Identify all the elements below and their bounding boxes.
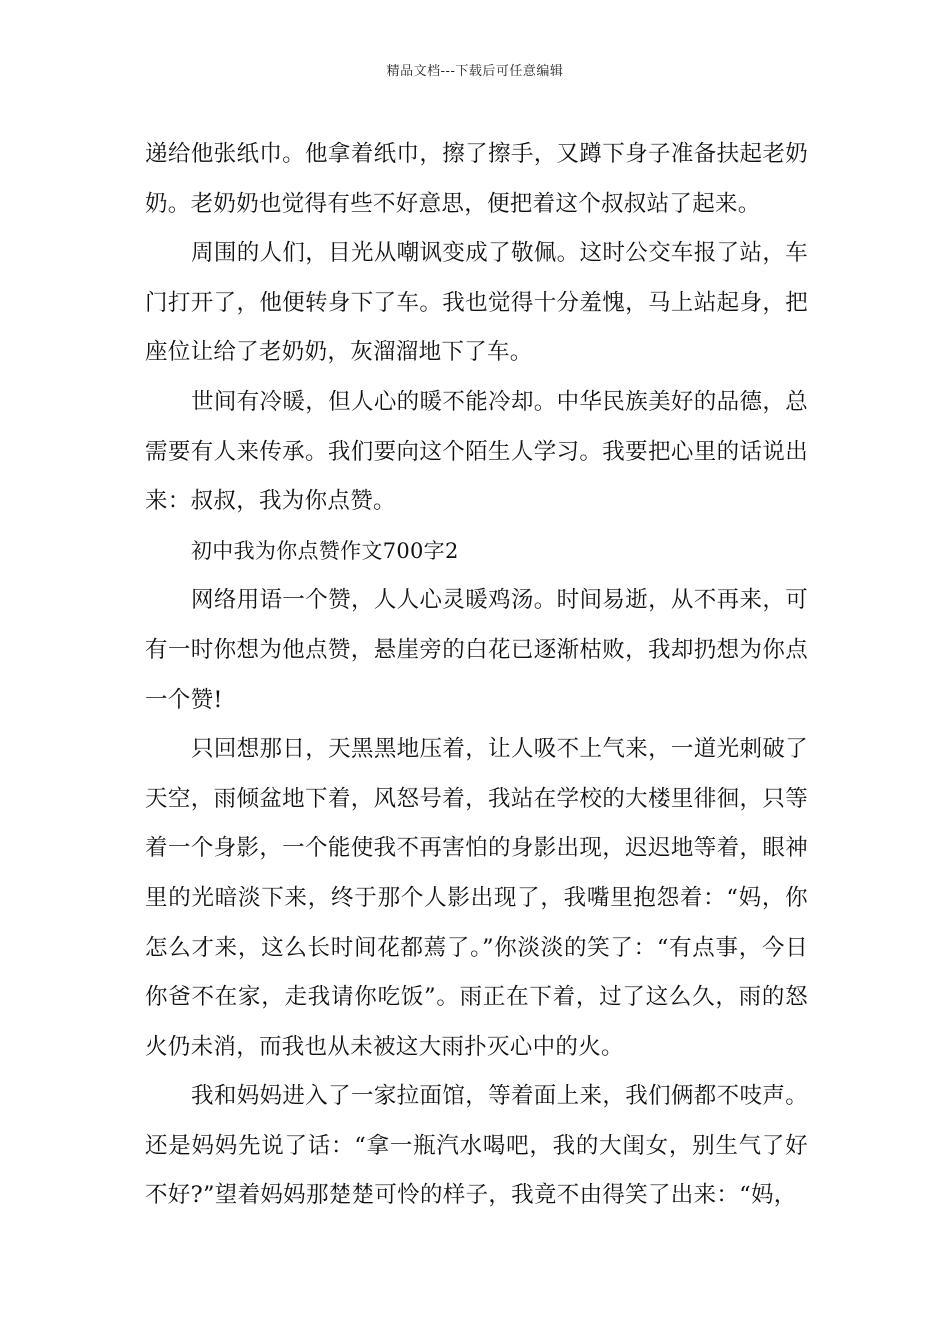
paragraph: 我和妈妈进入了一家拉面馆，等着面上来，我们俩都不吱声。还是妈妈先说了话：“拿一瓶汽水喝吧，我的大闺女，别生气了好不好?”望着妈妈那楚楚可怜的样子，我竟不由得笑了出来：“妈， [145,1083,808,1209]
section-title: 初中我为你点赞作文700字2 [191,538,459,563]
paragraph-continuation: 递给他张纸巾。他拿着纸巾，擦了擦手，又蹲下身子准备扶起老奶奶。老奶奶也觉得有些不好意思，便把着这个叔叔站了起来。 [145,141,808,217]
paragraph: 网络用语一个赞，人人心灵暖鸡汤。时间易逝，从不再来，可有一时你想为他点赞，悬崖旁的白花已逐渐枯败，我却扔想为你点一个赞! [145,587,808,713]
page-header: 精品文档---下载后可任意编辑 [386,64,564,79]
paragraph: 周围的人们，目光从嘲讽变成了敬佩。这时公交车报了站，车门打开了，他便转身下了车。我也觉得十分羞愧，马上站起身，把座位让给了老奶奶，灰溜溜地下了车。 [145,240,808,366]
paragraph: 只回想那日，天黑黑地压着，让人吸不上气来，一道光刺破了天空，雨倾盆地下着，风怒号着，我站在学校的大楼里徘徊，只等着一个身影，一个能使我不再害怕的身影出现，迟迟地等着，眼神里的光暗淡下来，终于那个人影出现了，我嘴里抱怨着：“妈，你怎么才来，这么长时间花都蔫了。”你淡淡的笑了：“有点事，今日你爸不在家，走我请你吃饭”。雨正在下着，过了这么久，雨的怒火仍未消，而我也从未被这大雨扑灭心中的火。 [145,736,808,1060]
document-body [145,130,808,1221]
paragraph: 世间有冷暖，但人心的暖不能冷却。中华民族美好的品德，总需要有人来传承。我们要向这个陌生人学习。我要把心里的话说出来：叔叔，我为你点赞。 [145,388,808,515]
